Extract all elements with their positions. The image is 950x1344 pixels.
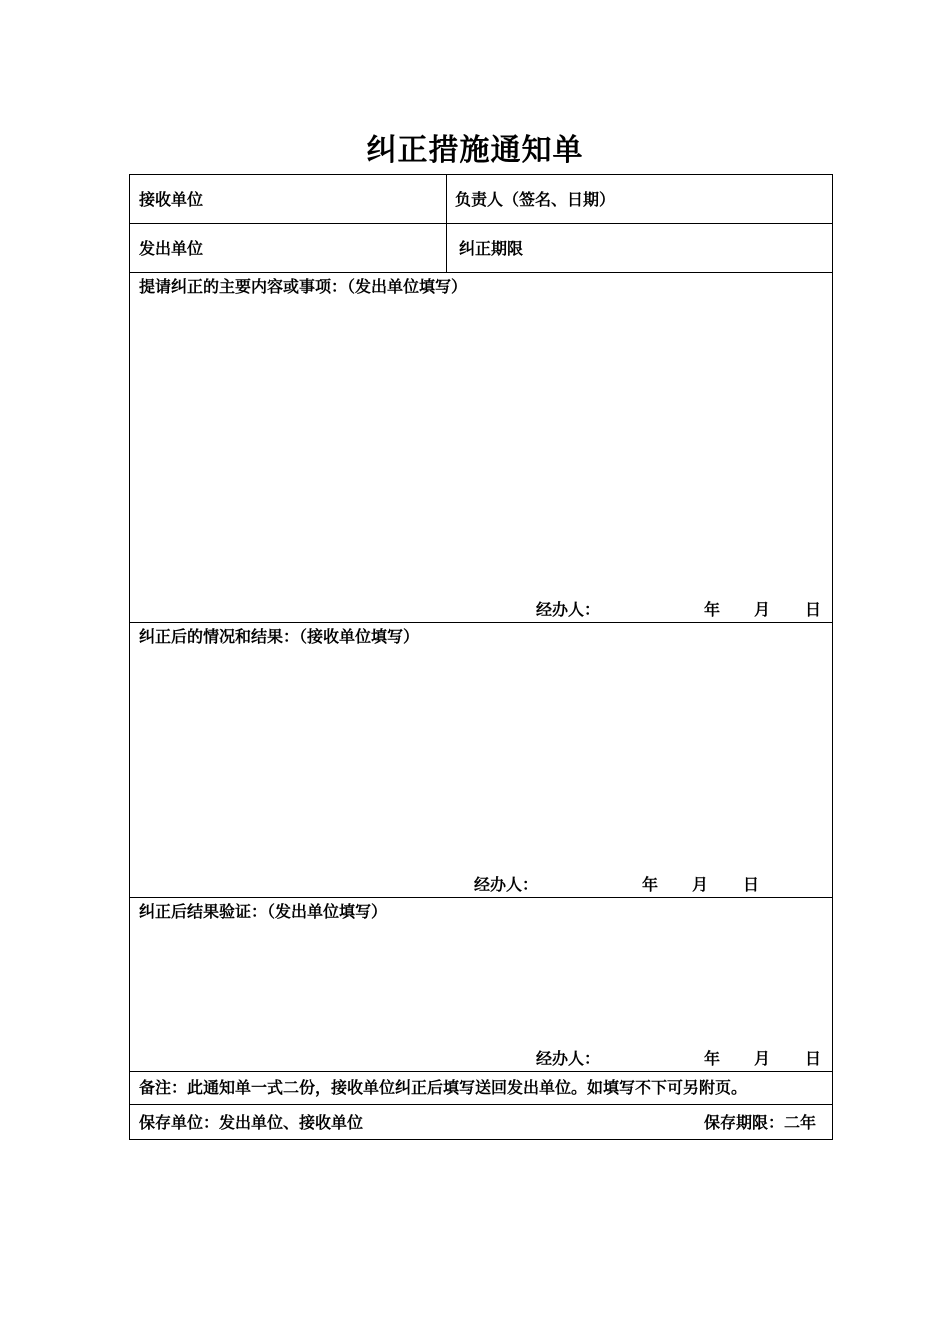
result-verification-label: 纠正后结果验证：（发出单位填写） [139, 902, 388, 921]
handler-label: 经办人： [536, 600, 601, 619]
correction-deadline-label: 纠正期限 [459, 239, 524, 258]
correction-content-label: 提请纠正的主要内容或事项：（发出单位填写） [139, 277, 468, 296]
receiving-unit-label: 接收单位 [139, 190, 204, 209]
day-label: 日 [805, 600, 822, 619]
year-label: 年 [704, 1049, 721, 1068]
handler-label: 经办人： [474, 875, 539, 894]
handler-label: 经办人： [536, 1049, 601, 1068]
row-receiving-unit [130, 175, 832, 224]
month-label: 月 [692, 875, 709, 894]
keeper-text: 保存单位：发出单位、接收单位 [139, 1113, 364, 1132]
signature-line [130, 1048, 832, 1070]
column-divider [446, 224, 447, 272]
section-result-verification [130, 898, 832, 1072]
row-retention [130, 1105, 832, 1139]
column-divider [446, 175, 447, 223]
month-label: 月 [754, 1049, 771, 1068]
year-label: 年 [642, 875, 659, 894]
section-correction-result [130, 623, 832, 898]
section-correction-content [130, 273, 832, 623]
month-label: 月 [754, 600, 771, 619]
responsible-person-label: 负责人（签名、日期） [455, 190, 616, 209]
year-label: 年 [704, 600, 721, 619]
correction-result-label: 纠正后的情况和结果：（接收单位填写） [139, 627, 420, 646]
notice-form [129, 174, 833, 1140]
row-issuing-unit [130, 224, 832, 273]
form-title: 纠正措施通知单 [366, 133, 584, 168]
signature-line [130, 599, 832, 621]
row-remark [130, 1072, 832, 1105]
retention-period-text: 保存期限：二年 [703, 1113, 816, 1132]
day-label: 日 [805, 1049, 822, 1068]
signature-line [130, 874, 832, 896]
remark-text: 备注：此通知单一式二份，接收单位纠正后填写送回发出单位。如填写不下可另附页。 [139, 1078, 748, 1097]
day-label: 日 [743, 875, 760, 894]
issuing-unit-label: 发出单位 [139, 239, 204, 258]
